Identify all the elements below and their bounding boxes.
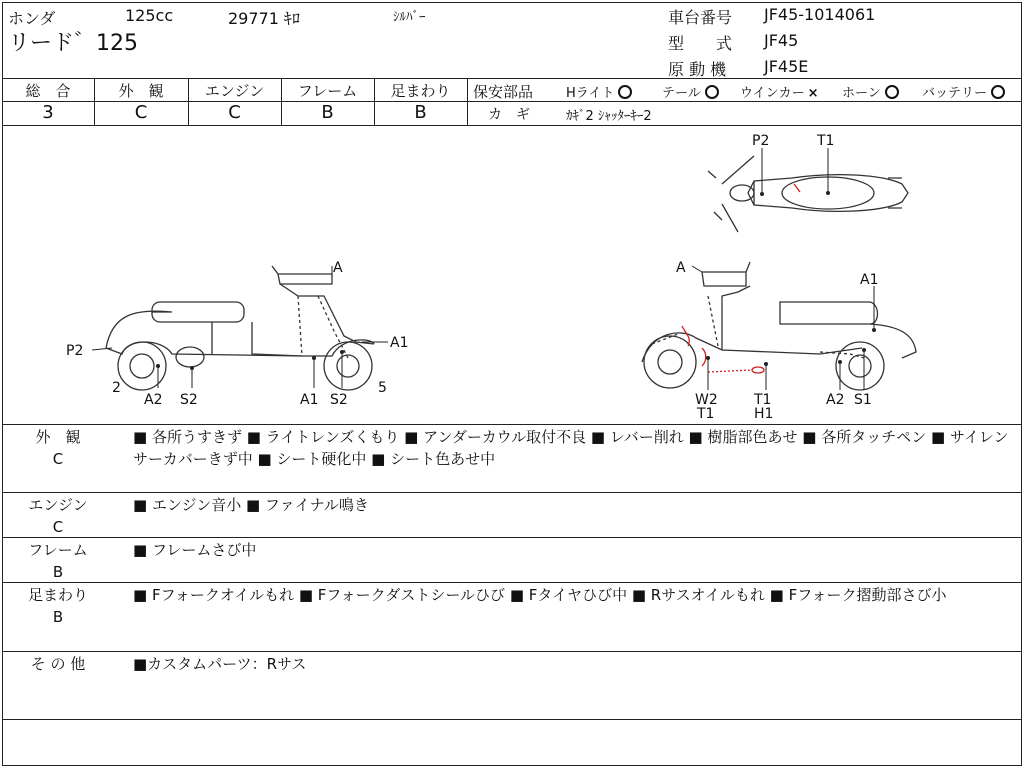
detail-text: ■ 各所うすきず ■ ライトレンズくもり ■ アンダーカウル取付不良 ■ レバー削れ ■ 樹脂部色あせ ■ 各所タッチペン ■ サイレンサーカバーきず中 ■ シート硬化中 ■ シート色あせ中: [133, 428, 1009, 468]
divider: [2, 424, 1022, 425]
divider: [2, 78, 1022, 79]
detail-text: ■ フレームさび中: [133, 541, 257, 559]
detail-text: ■ Fフォークオイルもれ ■ Fフォークダストシールひび ■ Fタイヤひび中 ■ Rサスオイルもれ ■ Fフォーク摺動部さび小: [133, 586, 947, 604]
right-label-t1: T1: [697, 406, 715, 422]
detail-text: ■カスタムパーツ：Rサス: [133, 655, 307, 673]
right-label-w2: W2: [695, 392, 718, 408]
engine-label: 原 動 機: [668, 60, 727, 79]
exterior-grade: C: [134, 102, 148, 123]
detail-head: 外 観: [35, 428, 81, 446]
ok-circle-icon: [618, 85, 632, 99]
scooter-top-view: [708, 156, 908, 232]
right-label-s1: S1: [854, 392, 872, 408]
detail-head: 足まわり: [27, 586, 88, 604]
horn-label: ホーン: [842, 86, 881, 101]
detail-grade: C: [52, 518, 64, 536]
ok-circle-icon: [705, 85, 719, 99]
frame-grade-label: フレーム: [297, 82, 358, 100]
key-value: ｶｷﾞ2 ｼｬｯﾀｰｷｰ2: [566, 109, 652, 124]
exterior-label: 外 観: [118, 82, 164, 100]
divider: [2, 582, 1022, 583]
top-label-t1: T1: [817, 133, 835, 149]
cross-icon: ×: [807, 86, 819, 101]
safety-title: 保安部品: [473, 83, 534, 101]
safety-winker: [740, 82, 819, 101]
color: ｼﾙﾊﾞｰ: [393, 10, 426, 25]
frame-no-label: 車台番号: [668, 8, 733, 27]
frame-grade: B: [321, 102, 334, 123]
right-label-a: A: [676, 260, 686, 276]
top-label-p2: P2: [752, 133, 770, 149]
headlight-label: Hライト: [566, 86, 615, 101]
detail-head: エンジン: [28, 496, 88, 514]
model-name: リード゛125: [8, 31, 138, 56]
divider: [2, 537, 1022, 538]
ok-circle-icon: [991, 85, 1005, 99]
damage-diagram: [2, 126, 1022, 424]
left-label-p2: P2: [66, 343, 84, 359]
divider: [2, 651, 1022, 652]
left-label-5: 5: [378, 380, 387, 396]
engine-grade-label: エンジン: [204, 82, 265, 100]
suspension-grade-label: 足まわり: [390, 82, 451, 100]
left-label-a2: A2: [144, 392, 163, 408]
right-label-a2: A2: [826, 392, 845, 408]
engine-grade: C: [228, 102, 241, 123]
overall-grade: 3: [42, 102, 54, 123]
tail-label: テール: [662, 86, 701, 101]
right-label-h1: H1: [754, 406, 774, 422]
displacement: 125cc: [125, 6, 174, 25]
key-label: カ ギ: [488, 107, 530, 123]
right-label-a1: A1: [860, 272, 879, 288]
mileage: 29771 ｷﾛ: [228, 9, 300, 28]
safety-horn: [842, 82, 899, 101]
safety-headlight: [566, 82, 632, 101]
detail-text: ■ エンジン音小 ■ ファイナル鳴き: [133, 496, 369, 514]
battery-label: バッテリー: [922, 86, 988, 101]
divider: [467, 101, 1022, 102]
winker-label: ウインカー: [740, 86, 805, 101]
left-label-s2: S2: [180, 392, 198, 408]
suspension-grade: B: [414, 102, 427, 123]
left-label-2: 2: [112, 380, 121, 396]
safety-tail: [662, 82, 719, 101]
right-label-t1b: T1: [754, 392, 772, 408]
ok-circle-icon: [885, 85, 899, 99]
left-label-a1: A1: [390, 335, 409, 351]
type-label: 型 式: [668, 34, 733, 53]
detail-head: フレーム: [28, 541, 88, 559]
damage-marks: [682, 184, 800, 373]
engine-value: JF45E: [764, 57, 809, 76]
maker: ホンダ: [8, 9, 56, 28]
scooter-left-view: [106, 266, 374, 390]
overall-label: 総 合: [25, 82, 71, 100]
detail-grade: B: [52, 608, 64, 626]
left-label-a1b: A1: [300, 392, 319, 408]
left-label-s2b: S2: [330, 392, 348, 408]
detail-head: そ の 他: [30, 655, 86, 673]
detail-grade: B: [52, 563, 64, 581]
detail-grade: C: [52, 450, 64, 468]
type-value: JF45: [764, 31, 799, 50]
left-label-a: A: [333, 260, 343, 276]
safety-battery: [922, 82, 1005, 101]
divider: [2, 492, 1022, 493]
frame-no: JF45-1014061: [764, 5, 876, 24]
divider: [2, 719, 1022, 720]
